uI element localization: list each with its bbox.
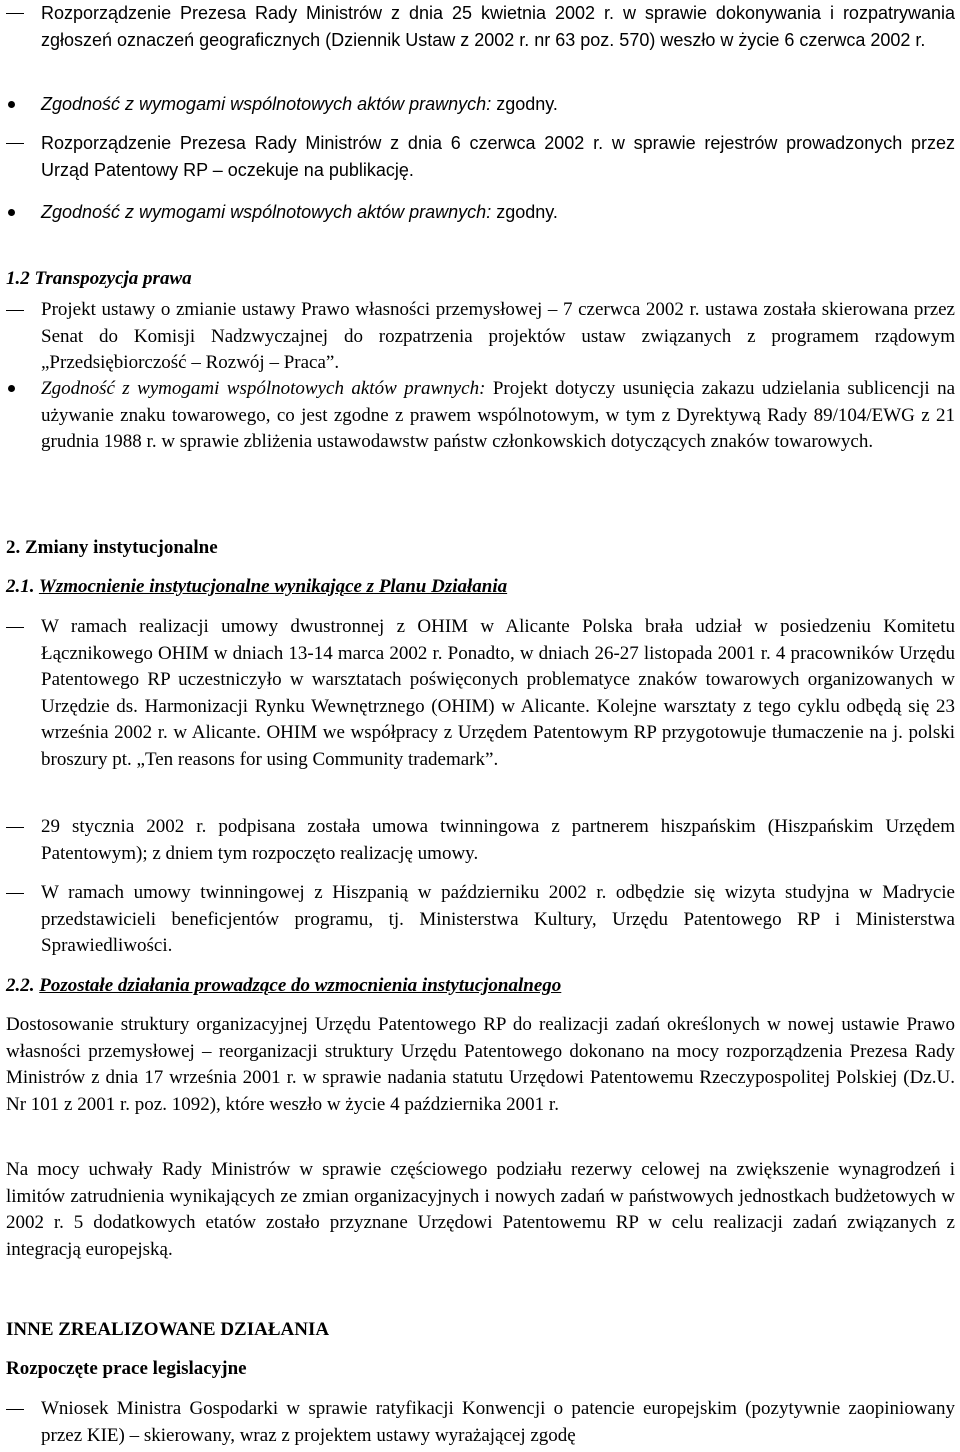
subsection-title: Pozostałe działania prowadzące do wzmocnienia instytucjonalnego	[39, 975, 562, 996]
compliance-note	[41, 376, 955, 456]
dash-marker	[6, 310, 24, 311]
compliance-value: zgodny.	[496, 202, 558, 222]
compliance-label: Zgodność z wymogami wspólnotowych aktów prawnych:	[41, 94, 492, 114]
list-item: Wniosek Ministra Gospodarki w sprawie ratyfikacji Konwencji o patencie europejskim (pozytywnie zaopiniowany przez KIE) – skierowany, wraz z projektem ustawy wyrażającej zgodę	[41, 1398, 955, 1446]
dash-marker	[6, 1409, 24, 1410]
dash-marker	[6, 143, 24, 144]
list-item: Rozporządzenie Prezesa Rady Ministrów z dnia 25 kwietnia 2002 r. w sprawie dokonywania i rozpatrywania zgłoszeń oznaczeń geograficznych (Dziennik Ustaw z 2002 r. nr 63 poz. 570) weszło w życie 6 czerwca 2002 r.	[41, 3, 955, 50]
compliance-note	[41, 199, 955, 226]
compliance-value: zgodny.	[496, 94, 558, 114]
compliance-label: Zgodność z wymogami wspólnotowych aktów prawnych:	[41, 202, 492, 222]
section-heading: 1.2 Transpozycja prawa	[6, 268, 192, 289]
list-item: 29 stycznia 2002 r. podpisana została umowa twinningowa z partnerem hiszpańskim (Hiszpańskim Urzędem Patentowym); z dniem tym rozpoczęto realizację umowy.	[41, 816, 955, 864]
subsection-heading	[6, 574, 955, 601]
list-item: Projekt ustawy o zmianie ustawy Prawo własności przemysłowej – 7 czerwca 2002 r. ustawa została skierowana przez Senat do Komisji Nadzwyczajnej do rozpatrzenia projektów ustaw związanych z programem rządowym „Przedsiębiorczość – Rozwój – Praca”.	[41, 299, 955, 373]
dash-marker	[6, 13, 24, 14]
subsection-number: 2.1.	[6, 576, 35, 597]
section-heading: INNE ZREALIZOWANE DZIAŁANIA	[6, 1319, 330, 1340]
compliance-label: Zgodność z wymogami wspólnotowych aktów prawnych:	[41, 378, 486, 399]
subsection-number: 2.2.	[6, 975, 35, 996]
dash-marker	[6, 827, 24, 828]
dash-marker	[6, 627, 24, 628]
list-item: W ramach realizacji umowy dwustronnej z OHIM w Alicante Polska brała udział w posiedzeniu Komitetu Łącznikowego OHIM w dniach 13-14 marca 2002 r. Ponadto, w dniach 26-27 listopada 2001 r. 4 pracowników Urzędu Patentowego RP uczestniczyło w warsztatach poświęconych problematyce znaków towarowych organizowanych w Urzędzie ds. Harmonizacji Rynku Wewnętrznego (OHIM) w Alicante. Kolejne warsztaty z tego cyklu odbędą się 23 września 2002 r. w Alicante. OHIM we współpracy z Urzędem Patentowym RP przygotowuje tłumaczenie na j. polski broszury pt. „Ten reasons for using Community trademark”.	[41, 616, 955, 770]
dash-marker	[6, 893, 24, 894]
compliance-value: Projekt dotyczy usunięcia zakazu udzielania sublicencji na używanie znaku towarowego, co jest zgodne z prawem wspólnotowym, w tym z Dyrektywą Rady 89/104/EWG z 21 grudnia 1988 r. w sprawie zbliżenia ustawodawstw państw członkowskich dotyczących znaków towarowych.	[41, 378, 956, 452]
paragraph: Na mocy uchwały Rady Ministrów w sprawie częściowego podziału rezerwy celowej na zwiększenie wynagrodzeń i limitów zatrudnienia wynikających ze zmian organizacyjnych i nowych zadań w państwowych jednostkach budżetowych w 2002 r. 5 dodatkowych etatów zostało przyznane Urzędowi Patentowemu RP w celu realizacji zadań związanych z integracją europejską.	[6, 1159, 955, 1260]
subsection-title: Wzmocnienie instytucjonalne wynikające z Planu Działania	[38, 576, 508, 597]
paragraph: Dostosowanie struktury organizacyjnej Urzędu Patentowego RP do realizacji zadań określonych w nowej ustawie Prawo własności przemysłowej – reorganizacji struktury Urzędu Patentowego dokonano na mocy rozporządzenia Prezesa Rady Ministrów z dnia 17 września 2001 r. w sprawie nadania statutu Urzędowi Patentowemu Rzeczypospolitej Polskiej (Dz.U. Nr 101 z 2001 r. poz. 1092), które weszło w życie 4 października 2001 r.	[6, 1014, 955, 1115]
bullet-marker	[8, 385, 15, 392]
compliance-note	[41, 91, 955, 118]
section-heading: 2. Zmiany instytucjonalne	[6, 537, 218, 558]
list-item: Rozporządzenie Prezesa Rady Ministrów z dnia 6 czerwca 2002 r. w sprawie rejestrów prowadzonych przez Urząd Patentowy RP – oczekuje na publikację.	[41, 133, 955, 180]
list-item: W ramach umowy twinningowej z Hiszpanią w październiku 2002 r. odbędzie się wizyta studyjna w Madrycie przedstawicieli beneficjentów programu, tj. Ministerstwa Kultury, Urzędu Patentowego RP i Ministerstwa Sprawiedliwości.	[41, 882, 955, 956]
subsection-heading	[6, 973, 955, 1000]
bullet-marker	[8, 209, 15, 216]
subsection-heading: Rozpoczęte prace legislacyjne	[6, 1358, 247, 1379]
bullet-marker	[8, 101, 15, 108]
